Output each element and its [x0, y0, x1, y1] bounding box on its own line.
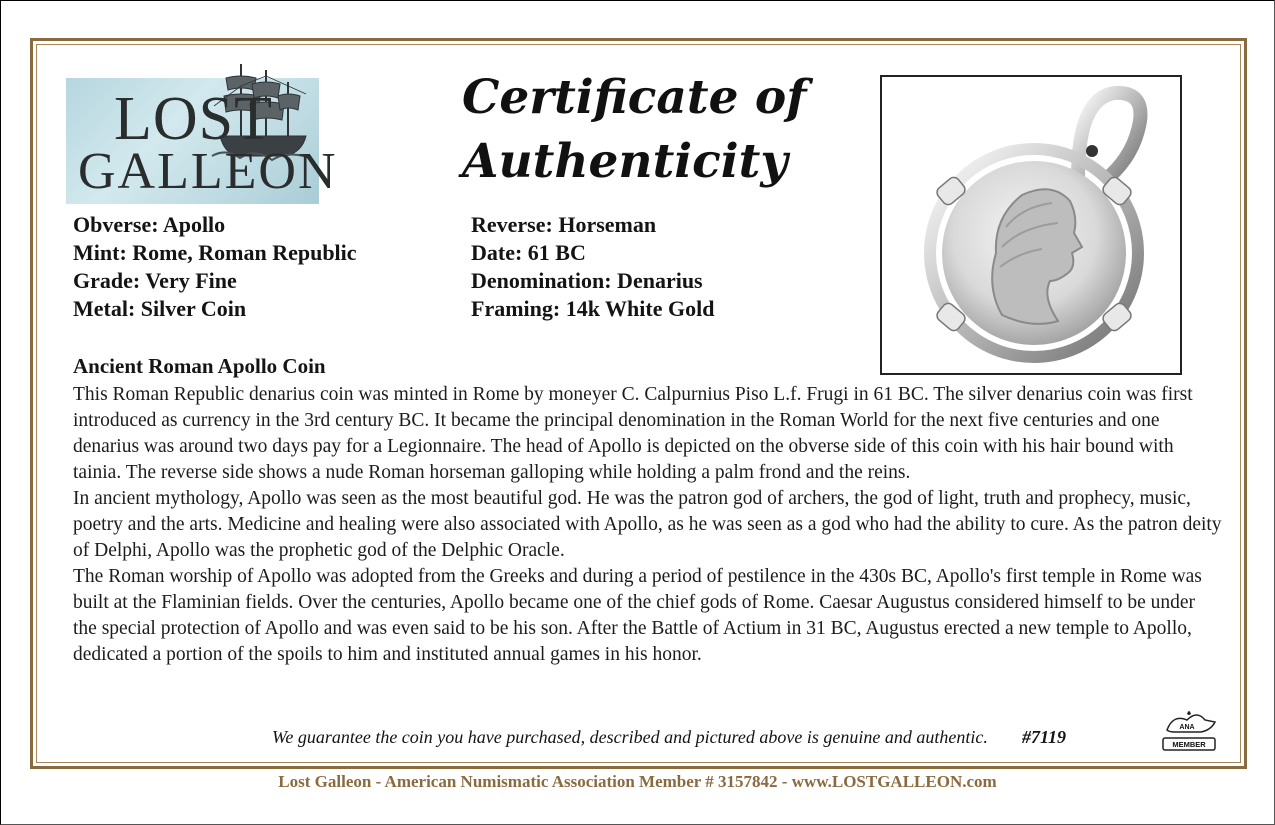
- attribute-obverse: Obverse: Apollo: [73, 212, 226, 237]
- attribute-metal: Metal: Silver Coin: [73, 296, 247, 321]
- description-paragraph: This Roman Republic denarius coin was minted in Rome by moneyer C. Calpurnius Piso L.f. Frugi in 61 BC. The silver denarius coin was first introduced as currency in the 3rd century BC. It became the principal denomination in the Roman World for the next five centuries and one denarius was around two days pay for a Legionnaire. The head of Apollo is depicted on the obverse side of this coin with his hair bound with tainia. The reverse side shows a nude Roman horseman galloping while holding a palm frond and the reins.: [73, 384, 1193, 483]
- certificate-number: #7119: [1022, 727, 1067, 747]
- coin-attributes-right: [471, 211, 714, 323]
- logo-text-lost: LOST: [114, 85, 273, 153]
- lost-galleon-logo: [66, 78, 338, 204]
- footer-membership-line: Lost Galleon - American Numismatic Association Member # 3157842 - www.LOSTGALLEON.com: [278, 772, 997, 791]
- attribute-mint: Mint: Rome, Roman Republic: [73, 240, 357, 265]
- ana-label: ANA: [1179, 724, 1195, 731]
- attribute-framing: Framing: 14k White Gold: [471, 296, 715, 321]
- title-line-2: Authenticity: [462, 134, 788, 189]
- description-heading: Ancient Roman Apollo Coin: [73, 354, 326, 378]
- coin-pendant-image: [882, 77, 1180, 373]
- attribute-date: Date: 61 BC: [471, 240, 586, 265]
- guarantee-statement: We guarantee the coin you have purchased, described and pictured above is genuine and authentic.: [272, 727, 988, 747]
- description-paragraph: In ancient mythology, Apollo was seen as the most beautiful god. He was the patron god of archers, the god of light, truth and prophecy, music, poetry and the arts. Medicine and healing were also associated with Apollo, as he was seen as a god who had the ability to cure. As the patron deity of Delphi, Apollo was the prophetic god of the Delphic Oracle.: [73, 488, 1222, 561]
- description-body: [73, 382, 1223, 668]
- logo-text-galleon: GALLEON: [78, 143, 338, 200]
- member-label: MEMBER: [1172, 740, 1206, 749]
- coin-attributes-left: [73, 211, 357, 323]
- description-paragraph: The Roman worship of Apollo was adopted from the Greeks and during a period of pestilence in the 430s BC, Apollo's first temple in Rome was built at the Flaminian fields. Over the centuries, Apollo became one of the chief gods of Rome. Caesar Augustus considered himself to be under the special protection of Apollo and was even said to be his son. After the Battle of Actium in 31 BC, Augustus erected a new temple to Apollo, dedicated a portion of the spoils to him and instituted annual games in his honor.: [73, 566, 1202, 665]
- title-line-1: Certificate of: [462, 70, 807, 125]
- attribute-reverse: Reverse: Horseman: [471, 212, 657, 237]
- attribute-denomination: Denomination: Denarius: [471, 268, 703, 293]
- certificate-title: [462, 66, 807, 194]
- coin-pendant-photo: [880, 75, 1182, 375]
- ana-member-badge: [1153, 706, 1223, 756]
- attribute-grade: Grade: Very Fine: [73, 268, 237, 293]
